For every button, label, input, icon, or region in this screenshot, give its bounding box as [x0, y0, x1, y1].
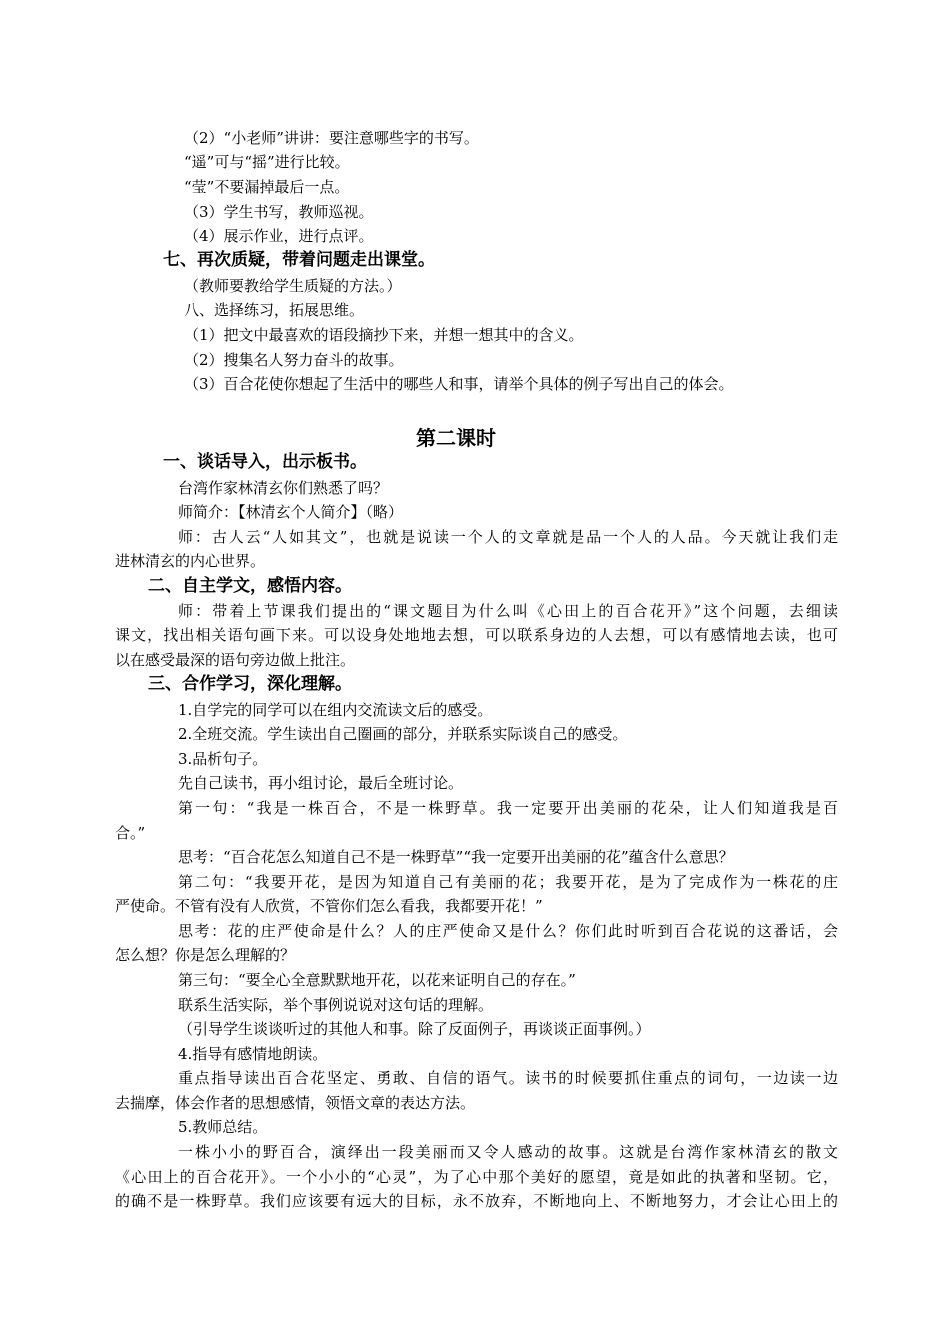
text-line: 第二句：“我要开花，是因为知道自己有美丽的花；我要开花，是为了完成作为一株花的庄: [178, 873, 838, 891]
text-line: 5.教师总结。: [178, 1118, 268, 1136]
text-line: （4）展示作业，进行点评。: [184, 227, 374, 245]
text-line: 台湾作家林清玄你们熟悉了吗？: [178, 479, 389, 497]
text-line: 去揣摩，体会作者的思想感情，领悟文章的表达方法。: [115, 1094, 476, 1112]
text-line: 一株小小的野百合，演绎出一段美丽而又令人感动的故事。这就是台湾作家林清玄的散文: [178, 1143, 838, 1161]
section-heading: 七、再次质疑，带着问题走出课堂。: [163, 250, 435, 270]
text-line: 师：古人云“人如其文”，也就是说读一个人的文章就是品一个人的人品。今天就让我们走: [178, 528, 838, 546]
section-heading: 三、合作学习，深化理解。: [148, 674, 352, 694]
text-line: 先自己读书，再小组讨论，最后全班讨论。: [178, 774, 464, 792]
text-line: 2.全班交流。学生读出自己圈画的部分，并联系实际谈自己的感受。: [178, 725, 628, 743]
text-line: （2）搜集名人努力奋斗的故事。: [184, 351, 404, 369]
text-line: （3）百合花使你想起了生活中的哪些人和事，请举个具体的例子写出自己的体会。: [184, 375, 734, 393]
page-title: 第二课时: [416, 426, 496, 450]
text-line: （2）“小老师”讲讲：要注意哪些字的书写。: [184, 129, 479, 147]
text-line: （3）学生书写，教师巡视。: [184, 203, 374, 221]
text-line: “遥”可与“摇”进行比较。: [184, 153, 350, 171]
text-line: 怎么想？你是怎么理解的？: [115, 946, 296, 964]
text-line: 思考：“百合花怎么知道自己不是一株野草”“我一定要开出美丽的花”蕴含什么意思？: [178, 848, 734, 866]
text-line: 的确不是一株野草。我们应该要有远大的目标，永不放弃，不断地向上、不断地努力，才会让心田上的: [115, 1192, 838, 1210]
text-line: 《心田上的百合花开》。一个小小的“心灵”，为了心中那个美好的愿望，竟是如此的执著和坚韧。它，: [115, 1168, 838, 1186]
text-line: 师简介：【林清玄个人简介】（略）: [178, 503, 404, 521]
text-line: 课文，找出相关语句画下来。可以设身处地地去想，可以联系身边的人去想，可以有感情地去读，也可: [115, 626, 838, 644]
section-heading: 二、自主学文，感悟内容。: [148, 576, 352, 596]
text-line: 重点指导读出百合花坚定、勇敢、自信的语气。读书的时候要抓住重点的词句，一边读一边: [178, 1069, 838, 1087]
text-line: （教师要教给学生质疑的方法。）: [184, 277, 402, 295]
section-heading: 一、谈话导入，出示板书。: [163, 452, 367, 472]
text-line: 联系生活实际，举个事例说说对这句话的理解。: [178, 996, 494, 1014]
text-line: 3.品析句子。: [178, 750, 268, 768]
text-line: （1）把文中最喜欢的语段摘抄下来，并想一想其中的含义。: [184, 326, 584, 344]
text-line: 思考：花的庄严使命是什么？人的庄严使命又是什么？你们此时听到百合花说的这番话，会: [178, 922, 838, 940]
text-line: 4.指导有感情地朗读。: [178, 1045, 328, 1063]
text-line: 1.自学完的同学可以在组内交流读文后的感受。: [178, 701, 493, 719]
text-line: 第三句：“要全心全意默默地开花，以花来证明自己的存在。”: [178, 971, 576, 989]
text-line: 严使命。不管有没有人欣赏，不管你们怎么看我，我都要开花！”: [115, 897, 543, 915]
text-line: 以在感受最深的语句旁边做上批注。: [115, 651, 356, 669]
text-line: （引导学生谈谈听过的其他人和事。除了反面例子，再谈谈正面事例。）: [178, 1020, 651, 1038]
text-line: 第一句：“我是一株百合，不是一株野草。我一定要开出美丽的花朵，让人们知道我是百: [178, 799, 838, 817]
text-line: 进林清玄的内心世界。: [115, 552, 266, 570]
text-line: 合。”: [115, 824, 146, 842]
text-line: 八、选择练习，拓展思维。: [184, 301, 365, 319]
text-line: 师：带着上节课我们提出的“课文题目为什么叫《心田上的百合花开》”这个问题，去细读: [178, 602, 838, 620]
text-line: “莹”不要漏掉最后一点。: [184, 178, 350, 196]
